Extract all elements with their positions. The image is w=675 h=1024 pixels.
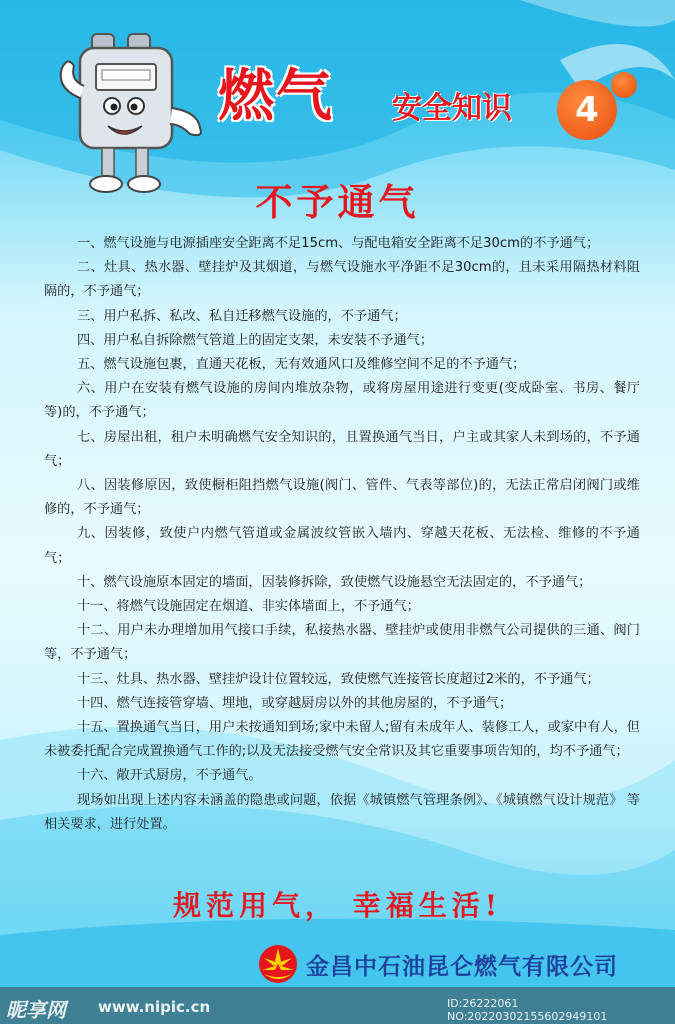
watermark-url[interactable]: www.nipic.cn [98, 998, 211, 1016]
rule-item: 七、房屋出租，租户未明确燃气安全知识的，且置换通气当日，户主或其家人未到场的，不予通气； [44, 429, 640, 469]
rule-item: 四、用户私自拆除燃气管道上的固定支架，未安装不予通气； [77, 332, 434, 348]
company-name: 金昌中石油昆仑燃气有限公司 [306, 953, 618, 980]
closing-note: 现场如出现上述内容未涵盖的隐患或问题，依据《城镇燃气管理条例》、《城镇燃气设计规范》 等相关要求，进行处置。 [44, 792, 640, 832]
poster-subtitle: 安全知识 [392, 91, 512, 126]
rule-item: 十三、灶具、热水器、壁挂炉设计位置较远，致使燃气连接管长度超过2米的，不予通气； [77, 671, 600, 687]
rules-list [44, 232, 640, 837]
company-footer [258, 944, 618, 984]
badge-decoration [611, 72, 637, 98]
section-heading: 不予通气 [255, 181, 420, 224]
rule-item: 一、燃气设施与电源插座安全距离不足15cm、与配电箱安全距离不足30cm的不予通气； [77, 236, 600, 251]
rule-item: 二、灶具、热水器、壁挂炉及其烟道，与燃气设施水平净距不足30cm的，且未采用隔热材料阻隔的，不予通气； [44, 260, 640, 300]
rule-item: 十四、燃气连接管穿墙、埋地，或穿越厨房以外的其他房屋的，不予通气； [77, 695, 513, 711]
watermark-id: ID:26222061 NO:20220302155602949101 [447, 997, 608, 1023]
rule-item: 十五、置换通气当日，用户未按通知到场;家中未留人;留有未成年人、装修工人，或家中有人，但未被委托配合完成置换通气工作的;以及无法接受燃气安全常识及其它重要事项告知的，均不予通气； [44, 720, 640, 760]
rule-item: 十二、用户未办理增加用气接口手续，私接热水器、壁挂炉或使用非燃气公司提供的三通、阀门等，不予通气； [44, 623, 640, 663]
watermark-brand: 昵享网 [6, 998, 66, 1022]
rule-item: 八、因装修原因，致使橱柜阻挡燃气设施(阀门、管件、气表等部位)的，无法正常启闭阀门或维修的，不予通气； [44, 478, 640, 518]
number-badge: 4 [557, 80, 617, 140]
slogan: 规范用气， 幸福生活! [172, 889, 503, 922]
rule-item: 三、用户私拆、私改、私自迁移燃气设施的，不予通气； [77, 308, 407, 324]
rule-item: 十一、将燃气设施固定在烟道、非实体墙面上，不予通气； [77, 599, 420, 615]
poster-title: 燃气 [218, 63, 334, 129]
petrochina-logo-icon [258, 944, 298, 984]
rule-item: 九、因装修，致使户内燃气管道或金属波纹管嵌入墙内、穿越天花板、无法检、维修的不予通气； [44, 526, 640, 566]
rule-item: 六、用户在安装有燃气设施的房间内堆放杂物，或将房屋用途进行变更(变成卧室、书房、餐厅等)的，不予通气； [44, 381, 640, 421]
rule-item: 五、燃气设施包裹，直通天花板，无有效通风口及维修空间不足的不予通气； [77, 357, 526, 373]
rule-item: 十六、敞开式厨房，不予通气。 [77, 768, 262, 784]
rule-item: 十、燃气设施原本固定的墙面，因装修拆除，致使燃气设施悬空无法固定的，不予通气； [77, 574, 592, 590]
